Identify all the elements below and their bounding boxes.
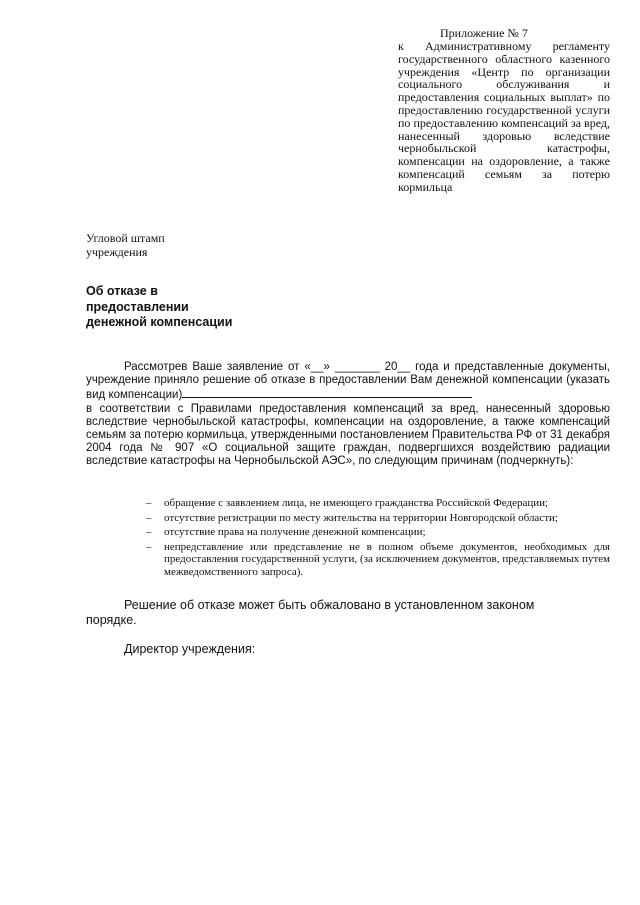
- dash-bullet: –: [146, 540, 152, 553]
- reason-item: [146, 526, 610, 539]
- appeal-notice: Решение об отказе может быть обжаловано в установленном законом порядке.: [86, 598, 535, 627]
- reason-item: [146, 512, 610, 525]
- heading-line-1: Об отказе в: [86, 284, 158, 298]
- heading-line-2: предоставлении: [86, 299, 189, 314]
- reason-text: обращение с заявлением лица, не имеющего гражданства Российской Федерации;: [164, 497, 549, 509]
- compensation-type-blank: [182, 387, 472, 398]
- reason-text: отсутствие права на получение денежной компенсации;: [164, 526, 426, 539]
- reason-item: [146, 541, 610, 579]
- director-signature-label: Директор учреждения:: [124, 642, 256, 656]
- document-heading: [86, 284, 261, 331]
- paragraph-part-1: Рассмотрев Ваше заявление от «__» _______ 20__ года и представленные документы, учреждение приняло решение об отказе в предоставлении Вам денежной компенсации (указать вид компенсации): [86, 361, 610, 402]
- appendix-title: Приложение № 7: [440, 26, 528, 40]
- main-paragraph: [86, 361, 610, 469]
- reason-item: [146, 497, 610, 510]
- corner-stamp-placeholder: [86, 231, 246, 259]
- dash-bullet: –: [146, 497, 152, 509]
- stamp-line-2: учреждения: [86, 245, 148, 259]
- paragraph-part-2: в соответствии с Правилами предоставления компенсаций за вред, нанесенный здоровью вследствие чернобыльской катастрофы, компенсации на оздоровление, а также компенсаций семьям за потерю кормильца, утвержденными постановлением Правительства РФ от 31 декабря 2004 года № 907 «О социальной защите граждан, подвергшихся воздействию радиации вследствие катастрофы на Чернобыльской АЭС», по следующим причинам (подчеркнуть):: [86, 402, 610, 468]
- stamp-line-1: Угловой штамп: [86, 231, 165, 245]
- appendix-body: к Административному регламенту государственного областного казенного учреждения «Центр по организации социального обслуживания и предоставления социальных выплат» по предоставлению государственной услуги по предоставлению компенсаций за вред, нанесенный здоровью вследствие чернобыльской катастрофы, компенсации на оздоровление, а также компенсаций семьям за потерю кормильца: [398, 39, 610, 194]
- dash-bullet: –: [146, 526, 152, 539]
- dash-bullet: –: [146, 511, 152, 524]
- reason-text: отсутствие регистрации по месту жительства на территории Новгородской области;: [164, 511, 558, 524]
- heading-line-3: денежной компенсации: [86, 315, 233, 329]
- reason-text: непредставление или представление не в полном объеме документов, необходимых для предоставления государственной услуги, (за исключением документов, представляемых путем межведомственного запроса).: [164, 540, 610, 578]
- reasons-list: [146, 497, 610, 581]
